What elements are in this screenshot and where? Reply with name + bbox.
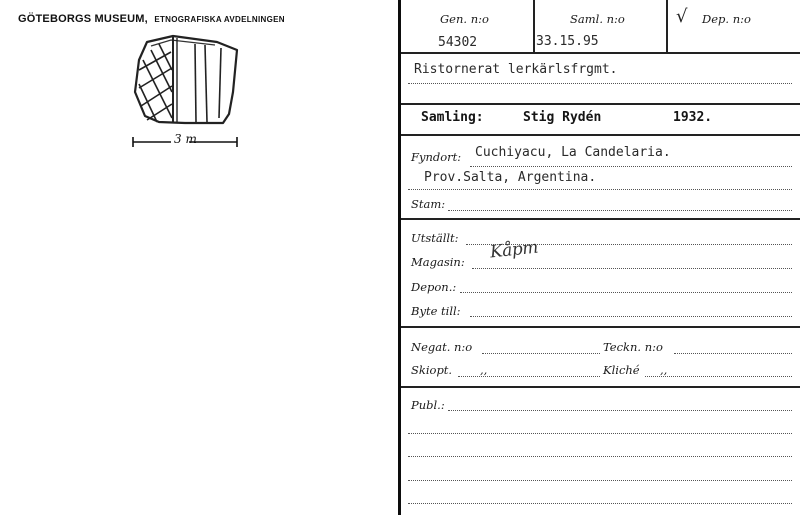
box-separator (666, 0, 668, 52)
magasin-label: Magasin: (411, 255, 465, 269)
rule (401, 218, 800, 220)
dotted-rule (482, 353, 600, 354)
rule (401, 52, 800, 54)
dotted-rule (470, 316, 792, 317)
skiopt-ditto: ,, (480, 363, 488, 377)
teckn-label: Teckn. n:o (603, 340, 663, 354)
dotted-rule (408, 433, 792, 434)
dotted-rule (408, 456, 792, 457)
dotted-rule (645, 376, 792, 377)
saml-number-value: 33.15.95 (536, 34, 599, 49)
dep-number-label: Dep. n:o (702, 12, 751, 26)
samling-year: 1932. (673, 110, 713, 125)
magasin-value: Kåpm (489, 237, 539, 263)
dotted-rule (408, 189, 792, 190)
object-description: Ristornerat lerkärlsfrgmt. (414, 62, 618, 77)
utstallt-label: Utställt: (411, 231, 459, 245)
stam-label: Stam: (411, 197, 446, 211)
dotted-rule (448, 210, 792, 211)
publ-label: Publ.: (411, 398, 445, 412)
dotted-rule (470, 166, 792, 167)
box-separator (533, 0, 535, 52)
fyndort-label: Fyndort: (411, 150, 462, 164)
depon-label: Depon.: (411, 280, 457, 294)
kliche-ditto: ,, (660, 363, 668, 377)
check-mark: √ (676, 6, 688, 27)
scale-label: 3 m (174, 132, 197, 146)
rule (401, 103, 800, 105)
samling-label: Samling: (421, 110, 484, 125)
rule (401, 134, 800, 136)
dotted-rule (472, 268, 792, 269)
museum-header (18, 9, 285, 27)
kliche-label: Kliché (603, 363, 640, 377)
dotted-rule (460, 292, 792, 293)
gen-number-value: 54302 (438, 35, 478, 50)
dotted-rule (408, 480, 792, 481)
negat-label: Negat. n:o (411, 340, 473, 354)
dotted-rule (448, 410, 792, 411)
fyndort-line-1: Cuchiyacu, La Candelaria. (475, 145, 671, 160)
saml-number-label: Saml. n:o (570, 12, 625, 26)
department-name: ETNOGRAFISKA AVDELNINGEN (154, 15, 285, 24)
rule (401, 326, 800, 328)
dotted-rule (408, 83, 792, 84)
card-divider (398, 0, 401, 515)
gen-number-label: Gen. n:o (440, 12, 489, 26)
rule (401, 386, 800, 388)
fyndort-line-2: Prov.Salta, Argentina. (424, 170, 597, 185)
museum-name: GÖTEBORGS MUSEUM, (18, 13, 148, 25)
skiopt-label: Skiopt. (411, 363, 453, 377)
dotted-rule (674, 353, 792, 354)
samling-name: Stig Rydén (523, 110, 602, 125)
dotted-rule (458, 376, 600, 377)
byte-label: Byte till: (411, 304, 461, 318)
dotted-rule (408, 503, 792, 504)
